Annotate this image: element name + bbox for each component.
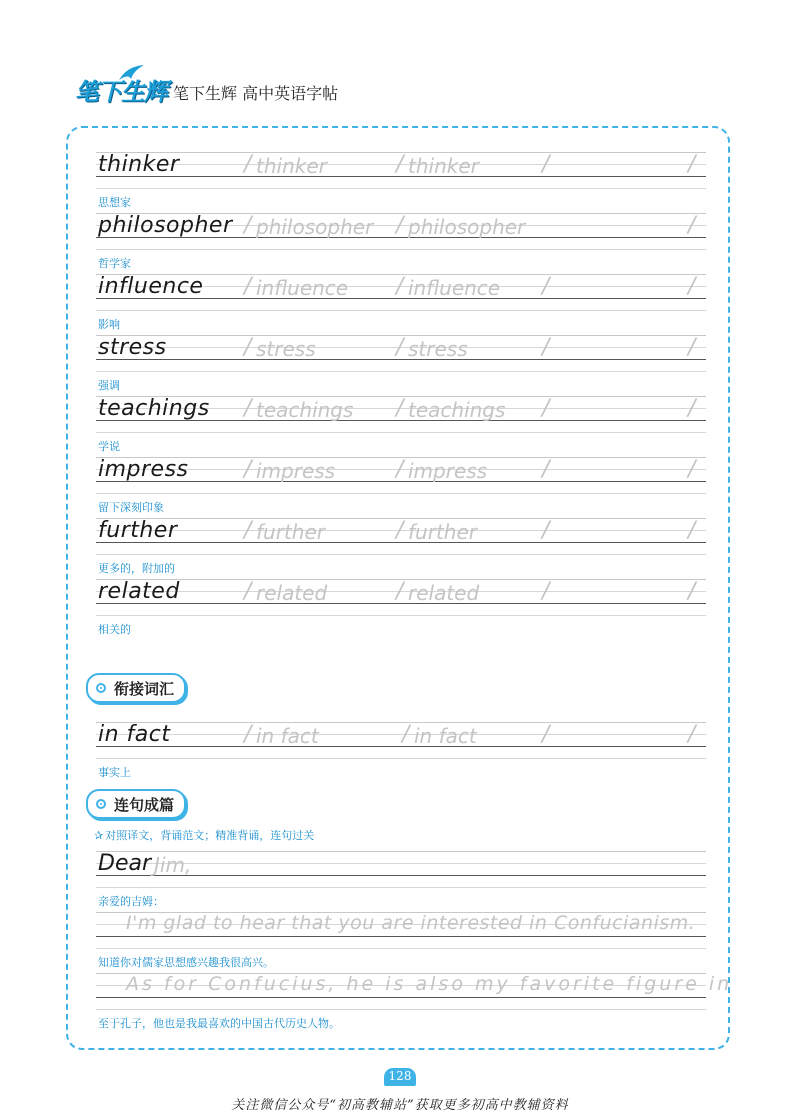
trace-sentence: I'm glad to hear that you are interested in Confucianism. [126,912,696,934]
model-word: philosopher [98,213,233,238]
vocab-row: related / related / related / / [96,577,706,623]
header-title: 笔下生辉 高中英语字帖 [173,84,339,103]
page-number: 128 [384,1066,416,1086]
model-word: teachings [98,396,210,421]
wing-icon [117,64,145,82]
model-word: stress [98,335,167,360]
vocab-row: philosopher / philosopher / philosopher / [96,211,706,257]
trace-word: influence [408,276,501,300]
star-icon: ✰ [94,829,104,842]
model-word: further [98,518,178,543]
vocab-row: influence / influence / influence / / [96,272,706,318]
vocab-row: stress / stress / stress / / [96,333,706,379]
page-header [75,72,475,112]
section-heading-phrases: 衔接词汇 [86,673,186,703]
trace-word: impress [256,459,336,483]
trace-word: influence [256,276,349,300]
trace-word: impress [408,459,488,483]
trace-word: further [256,520,325,544]
trace-word: related [256,581,328,605]
trace-word: philosopher [256,215,374,239]
trace-word: thinker [256,154,327,178]
trace-phrase: in fact [414,724,477,748]
vocab-gloss: 相关的 [98,623,131,636]
instruction: ✰ 对照译文，背诵范文；精准背诵，连句过关 [94,829,315,842]
trace-word: philosopher [408,215,526,239]
bullet-icon [96,683,106,693]
sentence-row [96,849,706,895]
sentence-gloss: 至于孔子，他也是我最喜欢的中国古代历史人物。 [98,1017,340,1030]
model-salutation: Dear [98,851,152,876]
trace-sentence: As for Confucius, he is also my favorite figure in [126,973,733,995]
vocab-row: further / further / further / / [96,516,706,562]
trace-word: teachings [256,398,354,422]
model-phrase: in fact [98,722,171,747]
model-word: related [98,579,180,604]
trace-word: teachings [408,398,506,422]
bullet-icon [96,799,106,809]
vocab-gloss: 留下深刻印象 [98,501,164,514]
trace-word: further [408,520,477,544]
model-word: influence [98,274,204,299]
sentence-row [96,910,706,956]
phrase-gloss: 事实上 [98,766,131,779]
vocab-gloss: 学说 [98,440,120,453]
vocab-gloss: 哲学家 [98,257,131,270]
vocab-gloss: 更多的，附加的 [98,562,175,575]
trace-salutation: Jim, [154,853,192,877]
trace-word: thinker [408,154,479,178]
vocab-row: teachings / teachings / teachings / / [96,394,706,440]
sentence-gloss: 亲爱的吉姆： [98,895,164,908]
trace-word: related [408,581,480,605]
model-word: thinker [98,152,180,177]
vocab-gloss: 影响 [98,318,120,331]
trace-word: stress [408,337,468,361]
trace-word: stress [256,337,316,361]
footer-note: 关注微信公众号“初高教辅站”获取更多初高中教辅资料 [231,1098,569,1113]
model-word: impress [98,457,189,482]
section-heading-sentences: 连句成篇 [86,789,186,819]
phrase-row: in fact / in fact / in fact / / [96,720,706,766]
sentence-row [96,971,733,1017]
vocab-gloss: 强调 [98,379,120,392]
vocab-row: impress / impress / impress / / [96,455,706,501]
sentence-gloss: 知道你对儒家思想感兴趣我很高兴。 [98,956,274,969]
vocab-row: thinker / thinker / thinker / / [96,150,706,196]
brand-logo: 笔下生辉 [75,77,167,106]
vocab-gloss: 思想家 [98,196,131,209]
trace-phrase: in fact [256,724,319,748]
